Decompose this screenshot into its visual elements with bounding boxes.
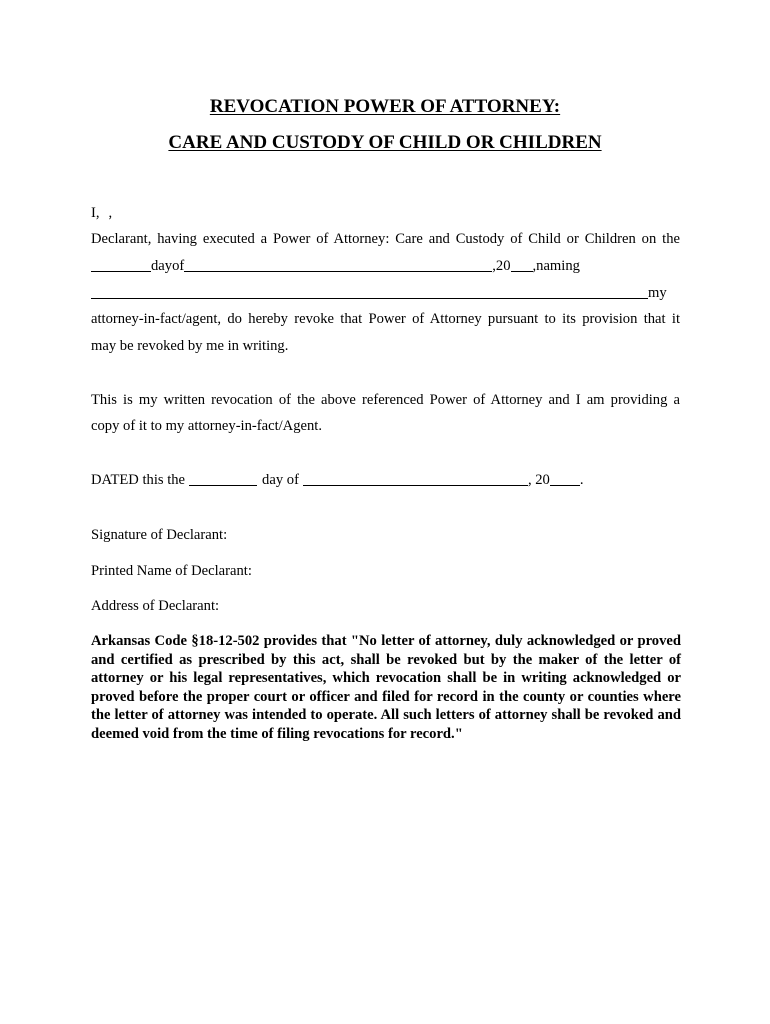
day-label: day [151,258,173,274]
agent-name-blank-2[interactable] [384,283,648,299]
i-label: I, [91,205,100,221]
document-subtitle: CARE AND CUSTODY OF CHILD OR CHILDREN [168,132,602,153]
signature-line [91,525,673,545]
dated-year-prefix: , 20 [527,472,550,488]
year-prefix: 20 [495,258,511,274]
written-revocation-end: copy of it to my attorney-in-fact/Agent. [91,418,322,434]
my-label: my [648,285,667,301]
arkansas-code-notice: Arkansas Code §18-12-502 provides that "No letter of attorney, duly acknowledged or proved and certified as prescribed by this act, shall be revoked but by the maker of the letter of attorney or his legal representatives, which revocation shall be in writing acknowledged or proved before the proper court or officer and filed for record in the county or counties where the letter of attorney was intended to operate. All such letters of attorney shall be revoked and deemed void from the time of filing revocations for record." [91,633,681,742]
execution-year-blank[interactable] [511,256,533,272]
dated-prefix: DATED this the [91,472,186,488]
address-line [91,596,673,616]
signature-label: Signature of Declarant: [91,527,228,543]
revocation-statement-line: attorney-in-fact/agent, do hereby revoke that Power of Attorney pursuant to its provision that it [91,311,680,327]
document-title: REVOCATION POWER OF ATTORNEY: [209,96,561,117]
address-label: Address of Declarant: [91,598,220,614]
revocation-statement-end: may be revoked by me in writing. [91,338,289,354]
execution-day-blank[interactable] [91,256,151,272]
execution-date-line [91,256,680,276]
agent-name-line [91,283,680,303]
comma: , [532,258,537,274]
execution-month-blank[interactable] [184,256,492,272]
naming-label: naming [536,258,580,274]
of-label: of [172,258,185,274]
agent-name-blank-1[interactable] [91,283,384,299]
dated-day-of: day of [262,472,299,488]
dated-month-blank[interactable] [303,470,528,486]
written-revocation-line: This is my written revocation of the above referenced Power of Attorney and I am providing a [91,392,680,408]
comma: , [492,258,496,274]
dated-year-blank[interactable] [550,470,580,486]
dated-line [91,470,680,490]
printed-name-label: Printed Name of Declarant: [91,563,252,579]
comma: , [108,205,113,221]
printed-name-line [91,561,677,581]
declarant-statement-line: Declarant, having executed a Power of Attorney: Care and Custody of Child or Children on the [91,231,680,247]
declarant-line [91,203,680,223]
dated-day-blank[interactable] [189,470,257,486]
dated-period: . [579,472,584,488]
